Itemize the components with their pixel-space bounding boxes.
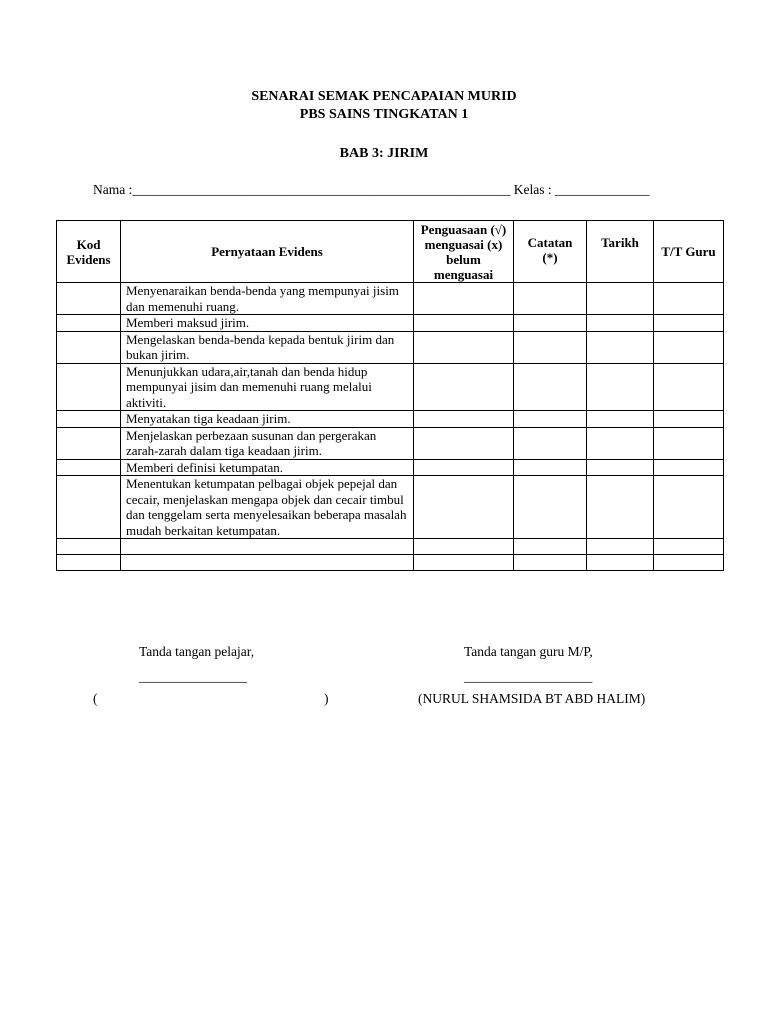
evidence-statement: Menyenaraikan benda-benda yang mempunyai jisim dan memenuhi ruang. [121, 283, 414, 315]
tarikh-cell[interactable] [587, 539, 654, 555]
table-row [57, 476, 724, 539]
catatan-cell[interactable] [514, 555, 587, 571]
header-penguasaan: Penguasaan (√) menguasai (x) belum menguasai [414, 221, 514, 283]
header-tarikh: Tarikh [587, 221, 654, 283]
tt-cell[interactable] [654, 427, 724, 459]
teacher-signature-label: Tanda tangan guru M/P, [464, 644, 593, 659]
table-row [57, 331, 724, 363]
evidence-cell-empty[interactable] [121, 555, 414, 571]
kod-cell[interactable] [57, 315, 121, 332]
student-signature-label: Tanda tangan pelajar, [139, 644, 255, 659]
student-info-line: Nama :________________________________________________________ Kelas : ______________ [93, 182, 650, 197]
tarikh-cell[interactable] [587, 331, 654, 363]
catatan-cell[interactable] [514, 459, 587, 476]
evidence-table [56, 220, 724, 571]
document-subtitle: PBS SAINS TINGKATAN 1 [299, 107, 469, 122]
catatan-cell[interactable] [514, 315, 587, 332]
table-row-empty [57, 539, 724, 555]
kod-cell[interactable] [57, 331, 121, 363]
tarikh-cell[interactable] [587, 411, 654, 428]
tt-cell[interactable] [654, 459, 724, 476]
kod-cell[interactable] [57, 427, 121, 459]
table-header-row [57, 221, 724, 283]
penguasaan-cell[interactable] [414, 539, 514, 555]
table-row [57, 411, 724, 428]
catatan-cell[interactable] [514, 331, 587, 363]
catatan-cell[interactable] [514, 363, 587, 411]
student-name-paren-open: ( [93, 691, 98, 706]
tarikh-cell[interactable] [587, 459, 654, 476]
tarikh-cell[interactable] [587, 315, 654, 332]
penguasaan-cell[interactable] [414, 427, 514, 459]
evidence-statement: Menunjukkan udara,air,tanah dan benda hidup mempunyai jisim dan memenuhi ruang melalui aktiviti. [121, 363, 414, 411]
penguasaan-cell[interactable] [414, 283, 514, 315]
chapter-heading: BAB 3: JIRIM [339, 146, 429, 161]
catatan-cell[interactable] [514, 476, 587, 539]
tt-cell[interactable] [654, 283, 724, 315]
tarikh-cell[interactable] [587, 476, 654, 539]
table-row [57, 363, 724, 411]
tt-cell[interactable] [654, 476, 724, 539]
kod-cell[interactable] [57, 283, 121, 315]
student-name-paren-close: ) [324, 691, 329, 706]
teacher-name: (NURUL SHAMSIDA BT ABD HALIM) [418, 691, 646, 706]
evidence-statement: Menentukan ketumpatan pelbagai objek pepejal dan cecair, menjelaskan mengapa objek dan cecair timbul dan tenggelam serta menyelesaikan beberapa masalah mudah berkaitan ketumpatan. [121, 476, 414, 539]
kod-cell[interactable] [57, 539, 121, 555]
kod-cell[interactable] [57, 555, 121, 571]
penguasaan-cell[interactable] [414, 331, 514, 363]
header-tt-guru: T/T Guru [654, 221, 724, 283]
penguasaan-cell[interactable] [414, 411, 514, 428]
evidence-statement: Memberi maksud jirim. [121, 315, 414, 332]
kod-cell[interactable] [57, 363, 121, 411]
header-kod-evidens: Kod Evidens [57, 221, 121, 283]
teacher-signature-line[interactable]: ___________________ [464, 669, 593, 684]
student-signature-line[interactable]: ________________ [139, 669, 247, 684]
tt-cell[interactable] [654, 331, 724, 363]
header-pernyataan-evidens: Pernyataan Evidens [121, 221, 414, 283]
tarikh-cell[interactable] [587, 283, 654, 315]
kod-cell[interactable] [57, 476, 121, 539]
document-title: SENARAI SEMAK PENCAPAIAN MURID [251, 89, 517, 104]
catatan-cell[interactable] [514, 539, 587, 555]
tarikh-cell[interactable] [587, 427, 654, 459]
penguasaan-cell[interactable] [414, 459, 514, 476]
tt-cell[interactable] [654, 539, 724, 555]
tarikh-cell[interactable] [587, 363, 654, 411]
header-catatan: Catatan (*) [514, 221, 587, 283]
evidence-statement: Memberi definisi ketumpatan. [121, 459, 414, 476]
tt-cell[interactable] [654, 363, 724, 411]
table-row-empty [57, 555, 724, 571]
penguasaan-cell[interactable] [414, 315, 514, 332]
evidence-cell-empty[interactable] [121, 539, 414, 555]
tt-cell[interactable] [654, 411, 724, 428]
evidence-statement: Menjelaskan perbezaan susunan dan pergerakan zarah-zarah dalam tiga keadaan jirim. [121, 427, 414, 459]
penguasaan-cell[interactable] [414, 555, 514, 571]
tarikh-cell[interactable] [587, 555, 654, 571]
table-row [57, 315, 724, 332]
evidence-statement: Menyatakan tiga keadaan jirim. [121, 411, 414, 428]
kod-cell[interactable] [57, 459, 121, 476]
catatan-cell[interactable] [514, 427, 587, 459]
table-row [57, 283, 724, 315]
catatan-cell[interactable] [514, 283, 587, 315]
tt-cell[interactable] [654, 555, 724, 571]
penguasaan-cell[interactable] [414, 476, 514, 539]
tt-cell[interactable] [654, 315, 724, 332]
table-row [57, 459, 724, 476]
evidence-statement: Mengelaskan benda-benda kepada bentuk jirim dan bukan jirim. [121, 331, 414, 363]
kod-cell[interactable] [57, 411, 121, 428]
penguasaan-cell[interactable] [414, 363, 514, 411]
catatan-cell[interactable] [514, 411, 587, 428]
table-row [57, 427, 724, 459]
